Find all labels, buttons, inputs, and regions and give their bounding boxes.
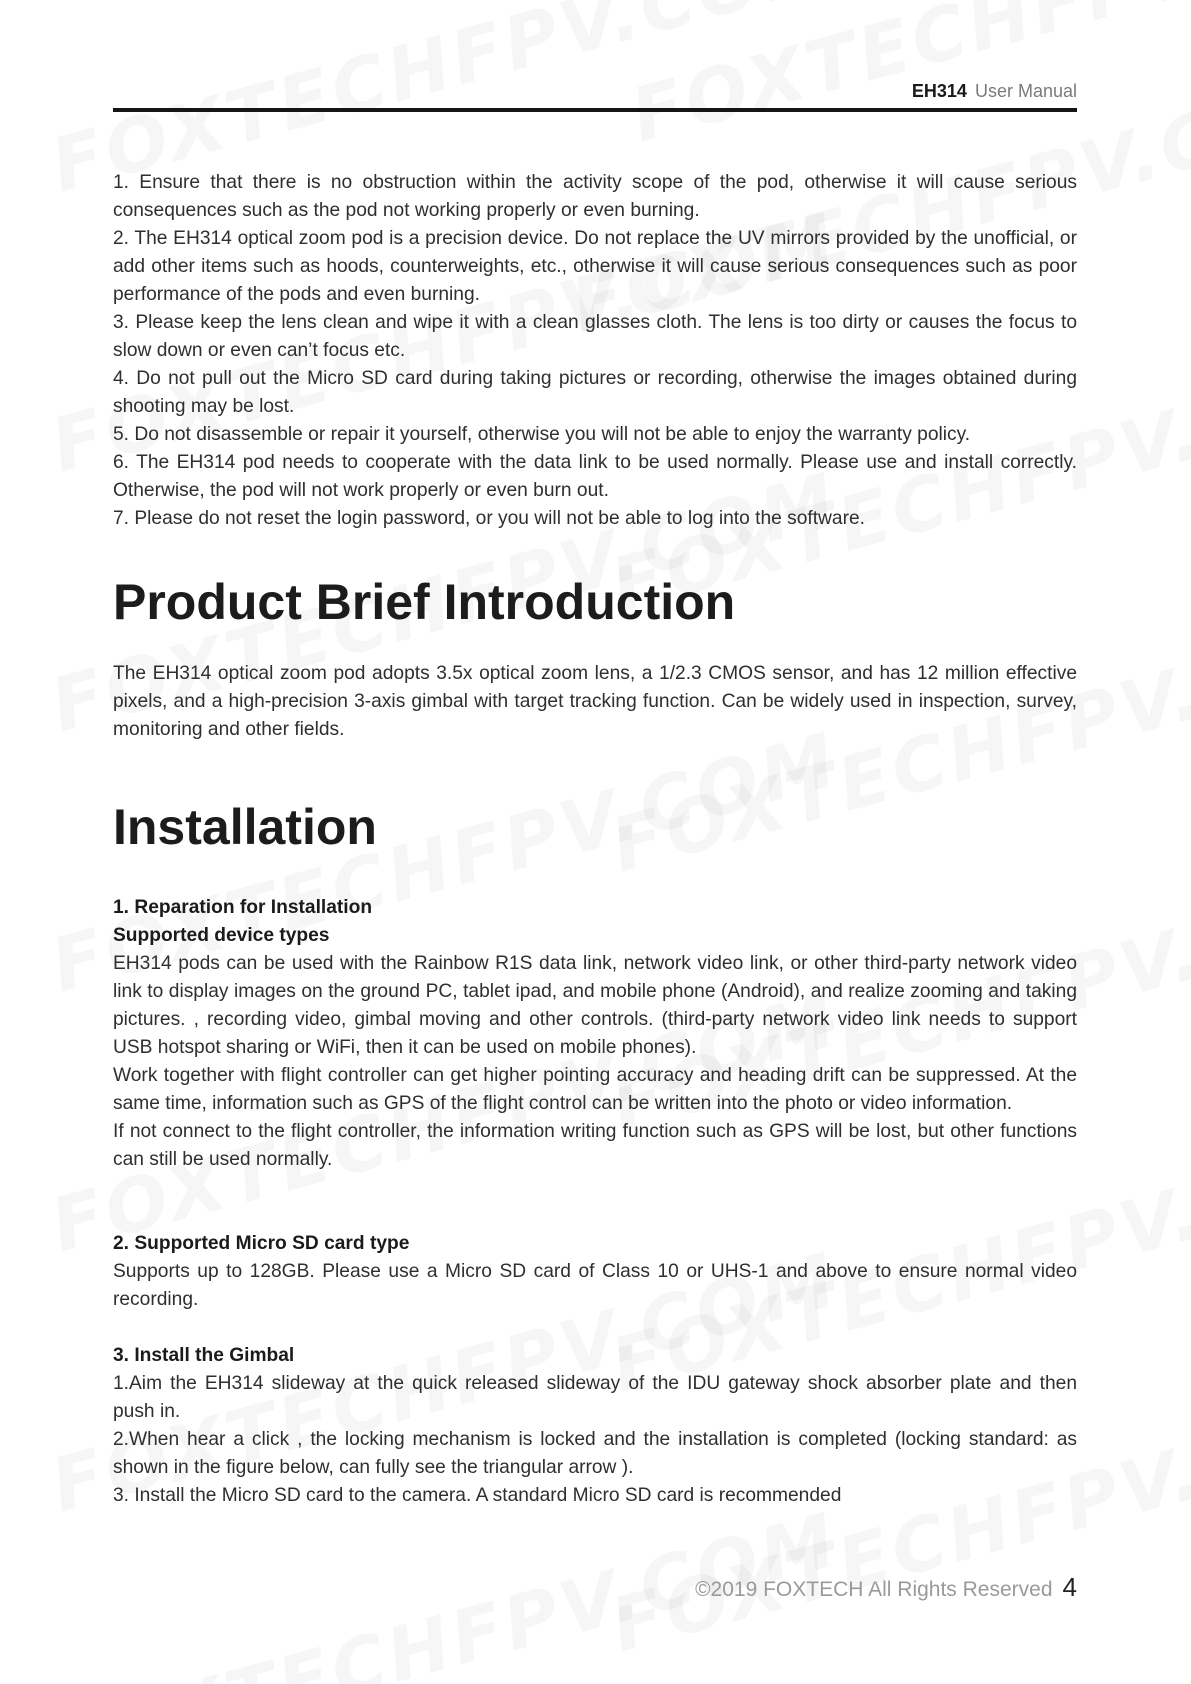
note-item: 5. Do not disassemble or repair it yourself, otherwise you will not be able to enjoy the warranty policy. [113,424,971,445]
note-item: 1. Ensure that there is no obstruction within the activity scope of the pod, otherwise it will cause serious consequences such as the pod not working properly or even burning. [113,172,1077,221]
header-rule [113,108,1077,112]
section-paragraph: Work together with flight controller can get higher pointing accuracy and heading drift can be suppressed. At the same time, information such as GPS of the flight control can be written into the photo or video information. [113,1065,1077,1114]
section-paragraph: EH314 pods can be used with the Rainbow R1S data link, network video link, or other third-party network video link to display images on the ground PC, tablet ipad, and mobile phone (Android), and realize zooming and taking pictures. , recording video, gimbal moving and other controls. (third-party network video link needs to support USB hotspot sharing or WiFi, then it can be used on mobile phones). [113,953,1077,1058]
section-title: 3. Install the Gimbal [113,1345,295,1366]
section-title: 1. Reparation for Installation [113,897,373,918]
intro-section [113,660,1077,744]
section-subtitle: Supported device types [113,925,330,946]
installation-section-3 [113,1342,1077,1510]
section-paragraph: 3. Install the Micro SD card to the camera. A standard Micro SD card is recommended [113,1485,842,1506]
installation-section-1 [113,894,1077,1174]
section-title: 2. Supported Micro SD card type [113,1233,410,1254]
intro-heading: Product Brief Introduction [113,574,736,630]
safety-notes [113,169,1077,533]
header-doc-type: User Manual [974,81,1077,101]
installation-heading: Installation [113,799,377,855]
page-number: 4 [1062,1572,1077,1602]
note-item: 7. Please do not reset the login password, or you will not be able to log into the software. [113,508,865,529]
section-paragraph: Supports up to 128GB. Please use a Micro SD card of Class 10 or UHS-1 and above to ensure normal video recording. [113,1261,1077,1310]
section-paragraph: 1.Aim the EH314 slideway at the quick released slideway of the IDU gateway shock absorber plate and then push in. [113,1373,1077,1422]
header-model: EH314 [911,81,967,101]
note-item: 2. The EH314 optical zoom pod is a precision device. Do not replace the UV mirrors provided by the unofficial, or add other items such as hoods, counterweights, etc., otherwise it will cause serious consequences such as poor performance of the pods and even burning. [113,228,1077,305]
note-item: 3. Please keep the lens clean and wipe it with a clean glasses cloth. The lens is too dirty or causes the focus to slow down or even can’t focus etc. [113,312,1077,361]
note-item: 6. The EH314 pod needs to cooperate with the data link to be used normally. Please use and install correctly. Otherwise, the pod will not work properly or even burn out. [113,452,1077,501]
intro-body: The EH314 optical zoom pod adopts 3.5x optical zoom lens, a 1/2.3 CMOS sensor, and has 12 million effective pixels, and a high-precision 3-axis gimbal with target tracking function. Can be widely used in inspection, survey, monitoring and other fields. [113,663,1077,740]
page-header [912,80,1077,102]
section-paragraph: 2.When hear a click , the locking mechanism is locked and the installation is completed (locking standard: as shown in the figure below, can fully see the triangular arrow ). [113,1429,1077,1478]
installation-section-2 [113,1230,1077,1314]
copyright: ©2019 FOXTECH All Rights Reserved [695,1578,1053,1601]
note-item: 4. Do not pull out the Micro SD card during taking pictures or recording, otherwise the images obtained during shooting may be lost. [113,368,1077,417]
page-footer [695,1572,1077,1603]
watermark [623,0,1191,159]
section-paragraph: If not connect to the flight controller, the information writing function such as GPS will be lost, but other functions can still be used normally. [113,1121,1077,1170]
